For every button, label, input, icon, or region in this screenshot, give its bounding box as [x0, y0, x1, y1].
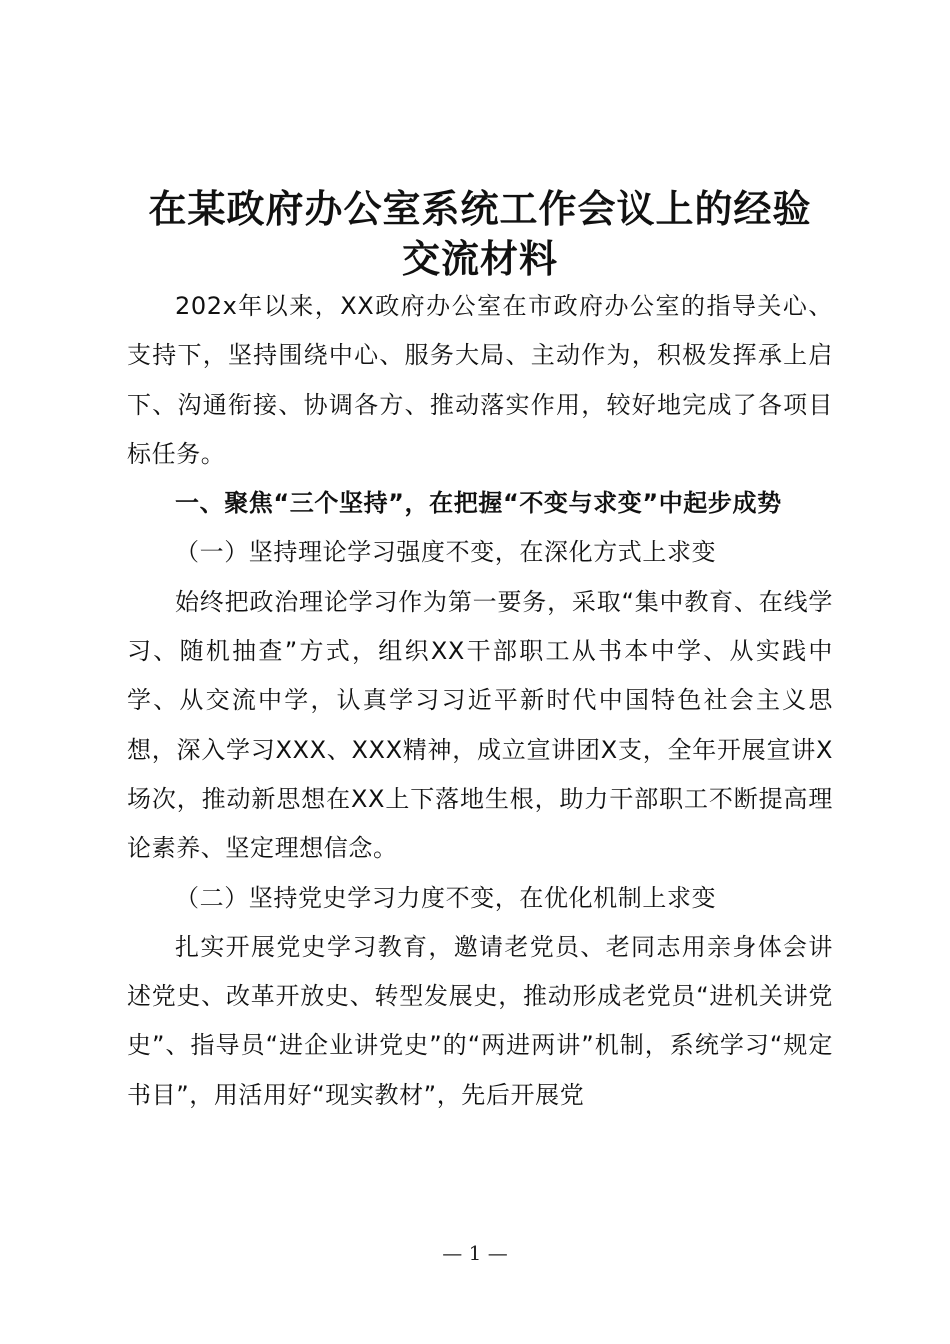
- subsection-heading-2: （二）坚持党史学习力度不变，在优化机制上求变: [175, 883, 717, 912]
- document-title-line-1: 在某政府办公室系统工作会议上的经验: [148, 186, 812, 231]
- body-paragraph-1: 始终把政治理论学习作为第一要务，采取“集中教育、在线学习、随机抽查”方式，组织XX干部职工从书本中学、从实践中学、从交流中学，认真学习习近平新时代中国特色社会主义思想，深入学习XXX、XXX精神，成立宣讲团X支，全年开展宣讲X场次，推动新思想在XX上下落地生根，助力干部职工不断提高理论素养、坚定理想信念。: [127, 587, 833, 863]
- section-heading-1: 一、聚焦“三个坚持”，在把握“不变与求变”中起步成势: [175, 489, 782, 518]
- body-paragraph-2: 扎实开展党史学习教育，邀请老党员、老同志用亲身体会讲述党史、改革开放史、转型发展史，推动形成老党员“进机关讲党史”、指导员“进企业讲党史”的“两进两讲”机制，系统学习“规定书目”，用活用好“现实教材”，先后开展党: [127, 932, 833, 1109]
- intro-paragraph: 202x年以来，XX政府办公室在市政府办公室的指导关心、支持下，坚持围绕中心、服务大局、主动作为，积极发挥承上启下、沟通衔接、协调各方、推动落实作用，较好地完成了各项目标任务。: [127, 292, 833, 468]
- page-number: — 1 —: [442, 1241, 508, 1265]
- subsection-heading-1: （一）坚持理论学习强度不变，在深化方式上求变: [175, 538, 717, 567]
- document-body: [127, 282, 833, 1120]
- document-title-line-2: 交流材料: [401, 236, 558, 281]
